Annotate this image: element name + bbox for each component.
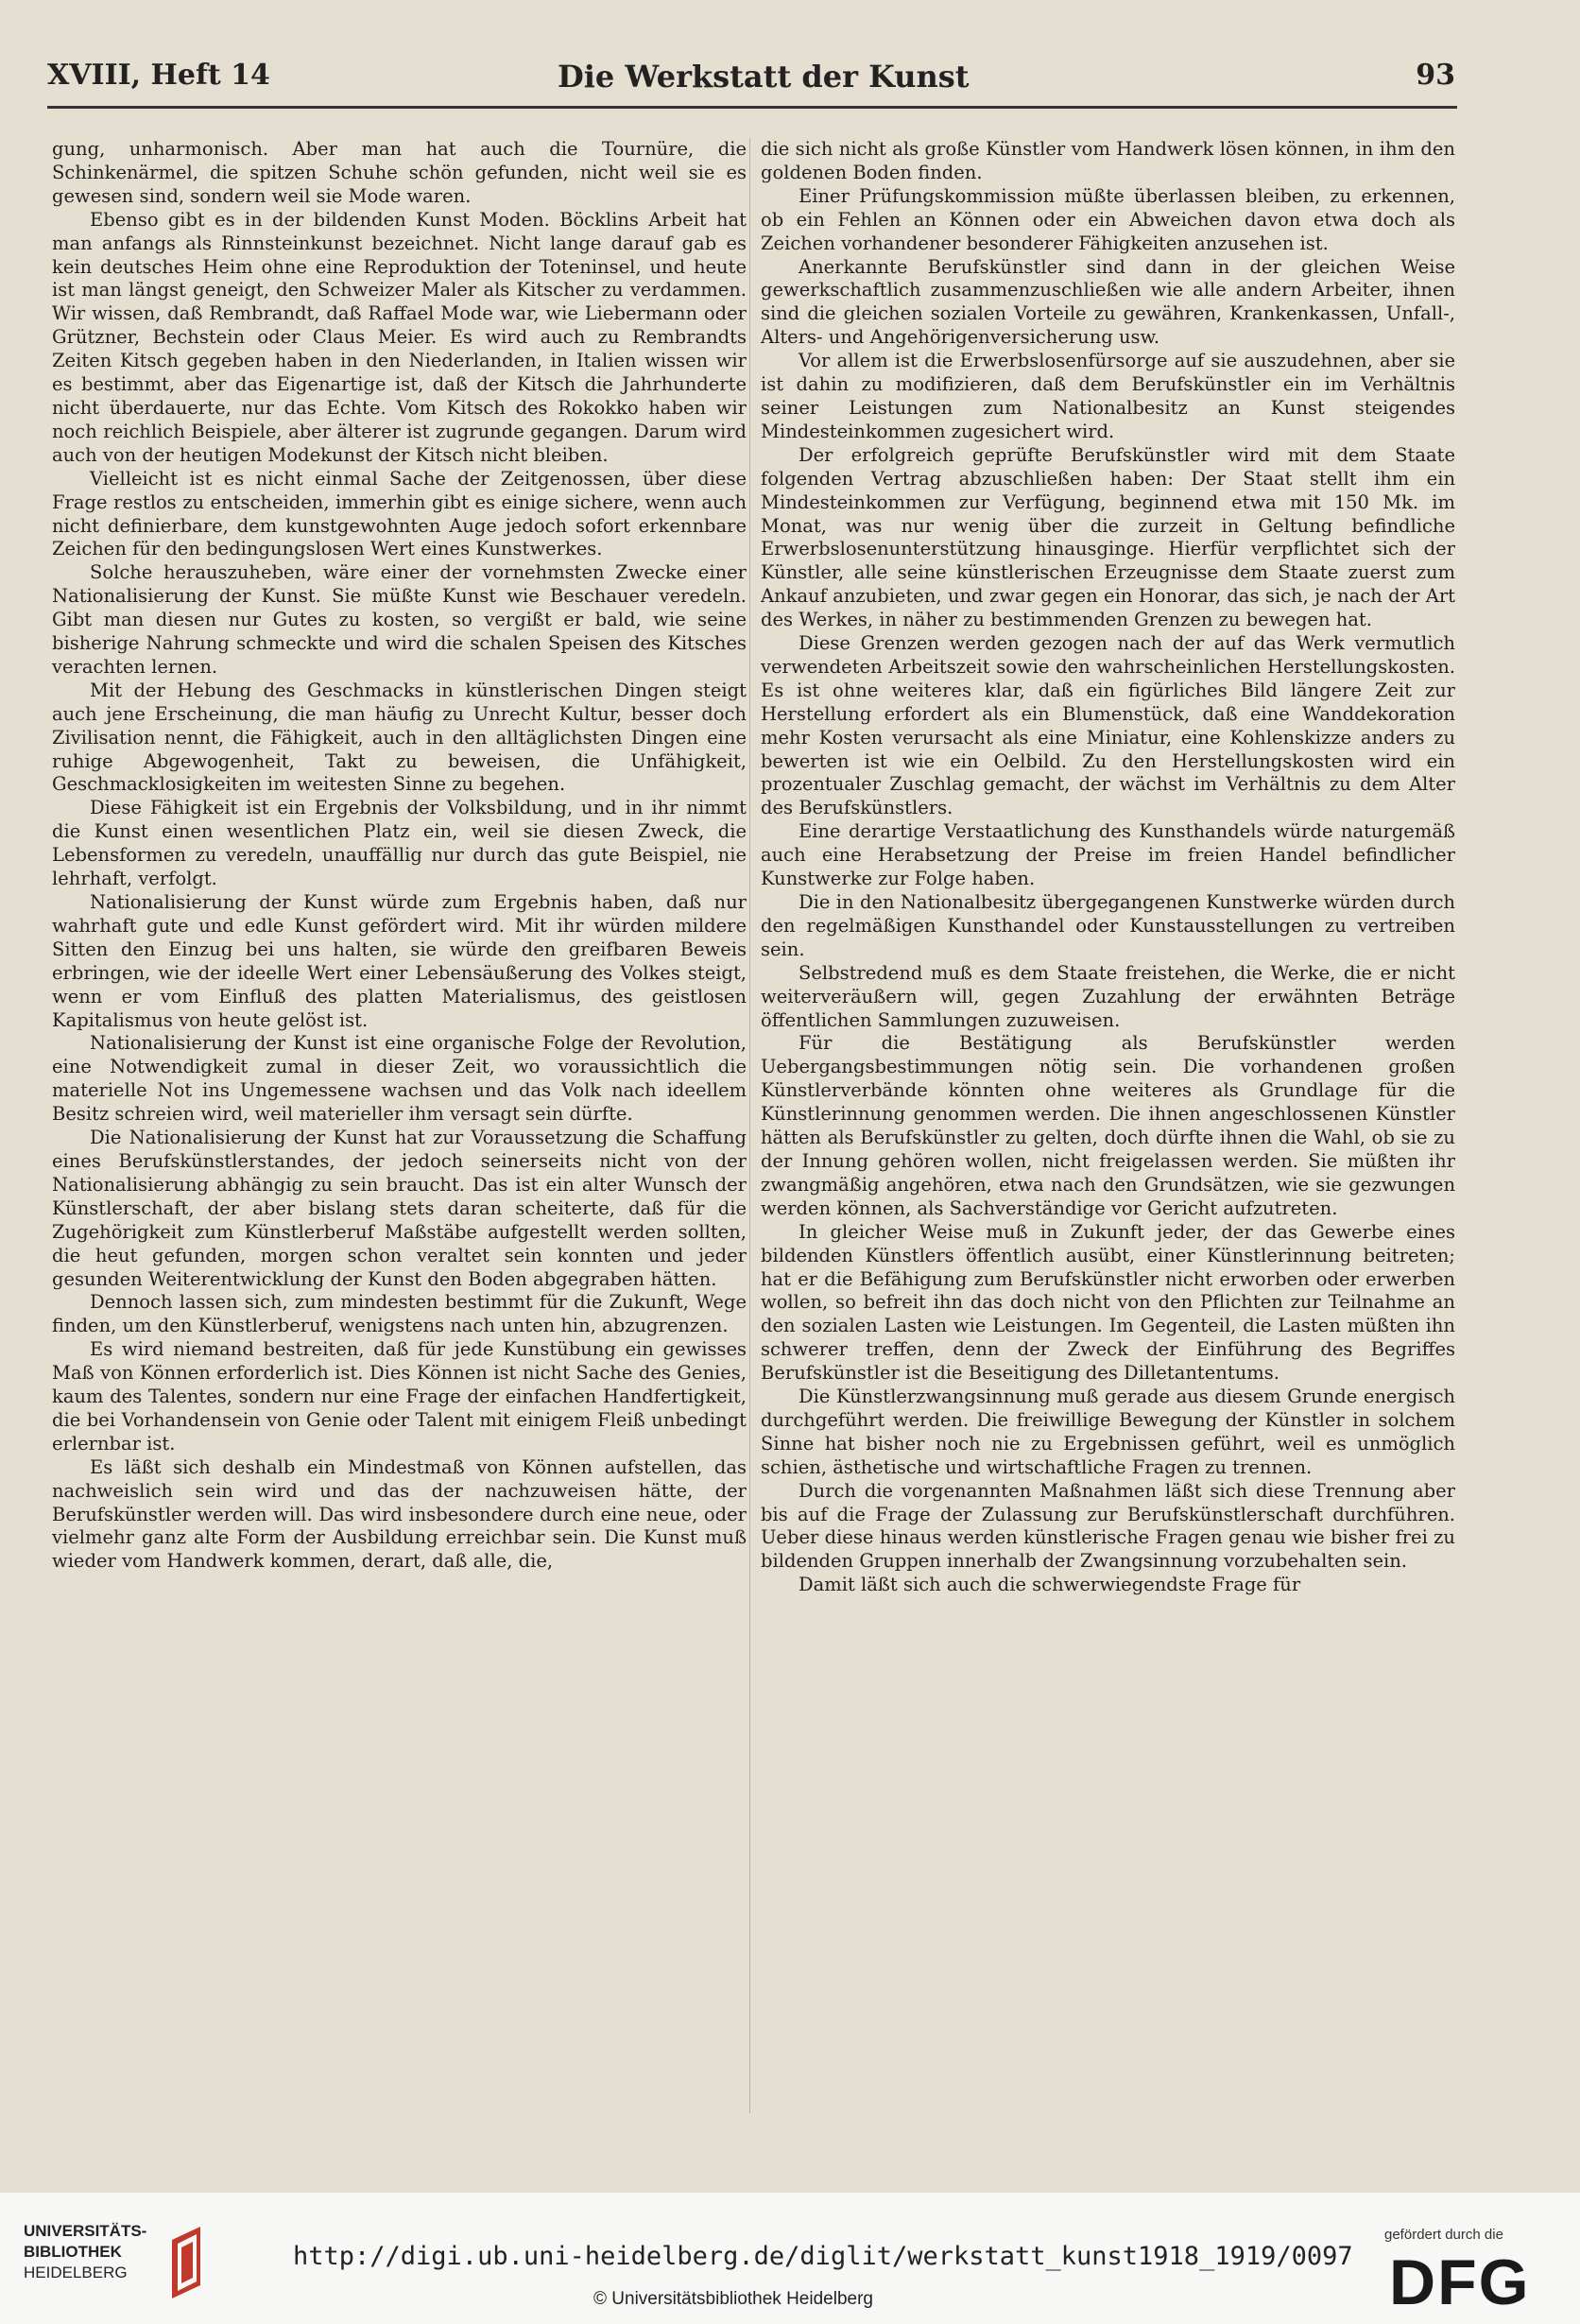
left-column [52, 138, 747, 2113]
paragraph: Einer Prüfungskommission müßte überlassen bleiben, zu erkennen, ob ein Fehlen an Können oder ein Abweichen davon etwa doch als Zeichen vorhandener besonderer Fähigkeiten anzusehen ist. [761, 184, 1455, 254]
paragraph: die sich nicht als große Künstler vom Handwerk lösen können, in ihm den goldenen Boden finden. [761, 138, 1455, 183]
paragraph: Anerkannte Berufskünstler sind dann in der gleichen Weise gewerkschaftlich zusammenzuschließen wie alle andern Arbeiter, ihnen sind die gleichen sozialen Vorteile zu gewähren, Krankenkassen, Unfall-, Alters- und Angehörigenversicherung usw. [761, 255, 1455, 349]
paragraph: Für die Bestätigung als Berufskünstler werden Uebergangsbestimmungen nötig sein. Die vorhandenen großen Künstlerverbände könnten ohne weiteres als Grundlage für die Künstlerinnung genommen werden. Die ihnen angeschlossenen Künstler hätten als Berufskünstler zu gelten, doch dürfte ihnen die Wahl, ob sie zu der Innung gehören wollen, nicht freigelassen werden. Sie müßten ihr zwangmäßig angehören, etwa nach den Grundsätzen, wie sie gezwungen werden können, als Sachverständige vor Gericht aufzutreten. [761, 1032, 1455, 1219]
library-name-line: BIBLIOTHEK [24, 2243, 122, 2261]
paragraph: gung, unharmonisch. Aber man hat auch die Tournüre, die Schinkenärmel, die spitzen Schuhe schön gefunden, nicht weil sie es gewesen sind, sondern weil sie Mode waren. [52, 138, 747, 207]
paragraph: Diese Grenzen werden gezogen nach der auf das Werk vermutlich verwendeten Arbeitszeit sowie den wahrscheinlichen Herstellungskosten. Es ist ohne weiteres klar, daß ein figürliches Bild längere Zeit zur Herstellung erfordert als ein Blumenstück, daß eine Wanddekoration mehr Kosten verursacht als eine Miniatur, eine Kohlenskizze anders zu bewerten ist wie ein Oelbild. Zu den Herstellungskosten wird ein prozentualer Zuschlag gemacht, der wächst im Verhältnis zu dem Alter des Berufskünstlers. [761, 632, 1455, 819]
paragraph: Nationalisierung der Kunst würde zum Ergebnis haben, daß nur wahrhaft gute und edle Kunst gefördert wird. Mit ihr würden mildere Sitten den Einzug bei uns halten, sie würde den greifbaren Beweis erbringen, wie der ideelle Wert einer Lebensäußerung des Volkes steigt, wenn er vom Einfluß des platten Materialismus, des geistlosen Kapitalismus von heute gelöst ist. [52, 891, 747, 1031]
paragraph: Ebenso gibt es in der bildenden Kunst Moden. Böcklins Arbeit hat man anfangs als Rinnsteinkunst bezeichnet. Nicht lange darauf gab es kein deutsches Heim ohne eine Reproduktion der Toteninsel, und heute ist man längst geneigt, den Schweizer Maler als Kitscher zu verdammen. Wir wissen, daß Rembrandt, daß Raffael Mode war, wie Liebermann oder Grützner, Bechstein oder Claus Meier. Es wird auch zu Rembrandts Zeiten Kitsch gegeben haben in den Niederlanden, in Italien wissen wir es bestimmt, aber das Eigenartige ist, daß der Kitsch die Jahrhunderte nicht überdauerte, nur das Echte. Vom Kitsch des Rokokko haben wir noch reichlich Beispiele, aber älterer ist zugrunde gegangen. Darum wird auch von der heutigen Modekunst der Kitsch nicht bleiben. [52, 208, 747, 466]
paragraph: Die Nationalisierung der Kunst hat zur Voraussetzung die Schaffung eines Berufskünstlerstandes, der jedoch seinerseits nicht von der Nationalisierung abhängig zu sein braucht. Das ist ein alter Wunsch der Künstlerschaft, der aber bislang stets daran scheiterte, daß für die Zugehörigkeit zum Künstlerberuf Maßstäbe aufgestellt werden sollten, die heut gefunden, morgen schon veraltet sein konnten und jeder gesunden Weiterentwicklung der Kunst den Boden abgegraben hätten. [52, 1127, 747, 1290]
paragraph: Damit läßt sich auch die schwerwiegendste Frage für [799, 1574, 1301, 1596]
library-logo-text [24, 2221, 165, 2283]
paragraph: Vielleicht ist es nicht einmal Sache der Zeitgenossen, über diese Frage restlos zu entscheiden, immerhin gibt es einige sichere, wenn auch nicht definierbare, dem kunstgewohnten Auge jedoch sofort erkennbare Zeichen für den bedingungslosen Wert eines Kunstwerkes. [52, 467, 747, 560]
paragraph: Diese Fähigkeit ist ein Ergebnis der Volksbildung, und in ihr nimmt die Kunst einen wesentlichen Platz ein, weil sie diesen Zweck, die Lebensformen zu veredeln, unauffällig nur durch das gute Beispiel, nie lehrhaft, verfolgt. [52, 797, 747, 890]
paragraph: Die in den Nationalbesitz übergegangenen Kunstwerke würden durch den regelmäßigen Kunsthandel oder Kunstausstellungen zu vertreiben sein. [761, 891, 1455, 960]
paragraph: Nationalisierung der Kunst ist eine organische Folge der Revolution, eine Notwendigkeit zumal in dieser Zeit, wo voraussichtlich die materielle Not ins Ungemessene wachsen und das Volk nach ideellem Besitz schreien wird, weil materieller ihm versagt sein dürfte. [52, 1032, 747, 1126]
library-name-line: HEIDELBERG [24, 2264, 128, 2281]
paragraph: Vor allem ist die Erwerbslosenfürsorge auf sie auszudehnen, aber sie ist dahin zu modifizieren, daß dem Berufskünstler ein im Verhältnis seiner Leistungen zum Nationalbesitz an Kunst steigendes Mindesteinkommen zugesichert wird. [761, 350, 1455, 442]
permalink-url[interactable]: http://digi.ub.uni-heidelberg.de/diglit/werkstatt_kunst1918_1919/0097 [293, 2242, 1353, 2271]
funding-note: gefördert durch die [1384, 2227, 1503, 2243]
copyright-notice: © Universitätsbibliothek Heidelberg [593, 2289, 873, 2309]
paragraph: Solche herauszuheben, wäre einer der vornehmsten Zwecke einer Nationalisierung der Kunst. Sie müßte Kunst wie Beschauer veredeln. Gibt man diesen nur Gutes zu kosten, so vergißt er bald, wie seine bisherige Nahrung schmeckte und wird die schalen Speisen des Kitsches verachten lernen. [52, 561, 747, 678]
paragraph: Durch die vorgenannten Maßnahmen läßt sich diese Trennung aber bis auf die Frage der Zulassung zur Berufskünstlerschaft durchführen. Ueber diese hinaus werden künstlerische Fragen genau wie bisher frei zu bildenden Gruppen innerhalb der Zwangsinnung vorzubehalten sein. [761, 1479, 1455, 1573]
library-name-line: UNIVERSITÄTS- [24, 2222, 147, 2240]
library-logo-icon [159, 2223, 219, 2300]
paragraph: Es läßt sich deshalb ein Mindestmaß von Können aufstellen, das nachweislich sein wird und das der nachzuweisen hätte, der Berufskünstler werden will. Das wird insbesondere durch eine neue, oder vielmehr ganz alte Form der Ausbildung erreichbar sein. Die Kunst muß wieder vom Handwerk kommen, derart, daß alle, die, [52, 1455, 747, 1573]
paragraph: Eine derartige Verstaatlichung des Kunsthandels würde naturgemäß auch eine Herabsetzung der Preise im freien Handel befindlicher Kunstwerke zur Folge haben. [761, 820, 1455, 890]
paragraph: Dennoch lassen sich, zum mindesten bestimmt für die Zukunft, Wege finden, um den Künstlerberuf, wenigstens nach unten hin, abzugrenzen. [52, 1291, 747, 1337]
right-column [761, 138, 1455, 2113]
dfg-logo: DFG [1389, 2247, 1531, 2318]
paragraph: Der erfolgreich geprüfte Berufskünstler wird mit dem Staate folgenden Vertrag abzuschließen haben: Der Staat stellt ihm ein Mindesteinkommen zur Verfügung, beginnend etwa mit 150 Mk. im Monat, was nur wenig über die zurzeit in Geltung befindliche Erwerbslosenunterstützung hinausginge. Hierfür verpflichtet sich der Künstler, alle seine künstlerischen Erzeugnisse dem Staate zuerst zum Ankauf anzubieten, und zwar gegen ein Honorar, das sich, je nach der Art des Werkes, in näher zu bestimmenden Grenzen zu bewegen hat. [761, 443, 1455, 631]
journal-title: Die Werkstatt der Kunst [558, 59, 970, 95]
paragraph: Es wird niemand bestreiten, daß für jede Kunstübung ein gewisses Maß von Können erforderlich ist. Dies Können ist nicht Sache des Genies, kaum des Talentes, sondern nur eine Frage der einfachen Handfertigkeit, die bei Vorhandensein von Genie oder Talent mit einigem Fleiß unbedingt erlernbar ist. [52, 1338, 747, 1455]
running-header [47, 59, 1455, 104]
column-divider [749, 138, 750, 2113]
header-rule [47, 106, 1457, 109]
paragraph: In gleicher Weise muß in Zukunft jeder, der das Gewerbe eines bildenden Künstlers öffentlich ausübt, einer Künstlerinnung beitreten; hat er die Befähigung zum Berufskünstler nicht erworben oder erwerben wollen, so befreit ihn das doch nicht von den Pflichten zur Teilnahme an den sozialen Lasten wie Leistungen. Im Gegenteil, die Lasten müßten ihn schwerer treffen, denn der Zweck der Einführung des Begriffes Berufskünstler ist die Beseitigung des Dilletantentums. [761, 1220, 1455, 1385]
issue-label: XVIII, Heft 14 [47, 59, 270, 92]
page-number: 93 [1416, 59, 1455, 92]
paragraph: Die Künstlerzwangsinnung muß gerade aus diesem Grunde energisch durchgeführt werden. Die freiwillige Bewegung der Künstler in solchem Sinne hat bisher noch nie zu Ergebnissen geführt, weil es unmöglich schien, ästhetische und wirtschaftliche Fragen zu trennen. [761, 1386, 1455, 1478]
paragraph: Mit der Hebung des Geschmacks in künstlerischen Dingen steigt auch jene Erscheinung, die man häufig zu Unrecht Kultur, besser doch Zivilisation nennt, die Fähigkeit, auch in den alltäglichsten Dingen eine ruhige Abgewogenheit, Takt zu beweisen, die Unfähigkeit, Geschmacklosigkeiten im weitesten Sinne zu begehen. [52, 679, 747, 796]
paragraph: Selbstredend muß es dem Staate freistehen, die Werke, die er nicht weiterveräußern will, gegen Zuzahlung der erwähnten Beträge öffentlichen Sammlungen zuzuweisen. [761, 961, 1455, 1031]
